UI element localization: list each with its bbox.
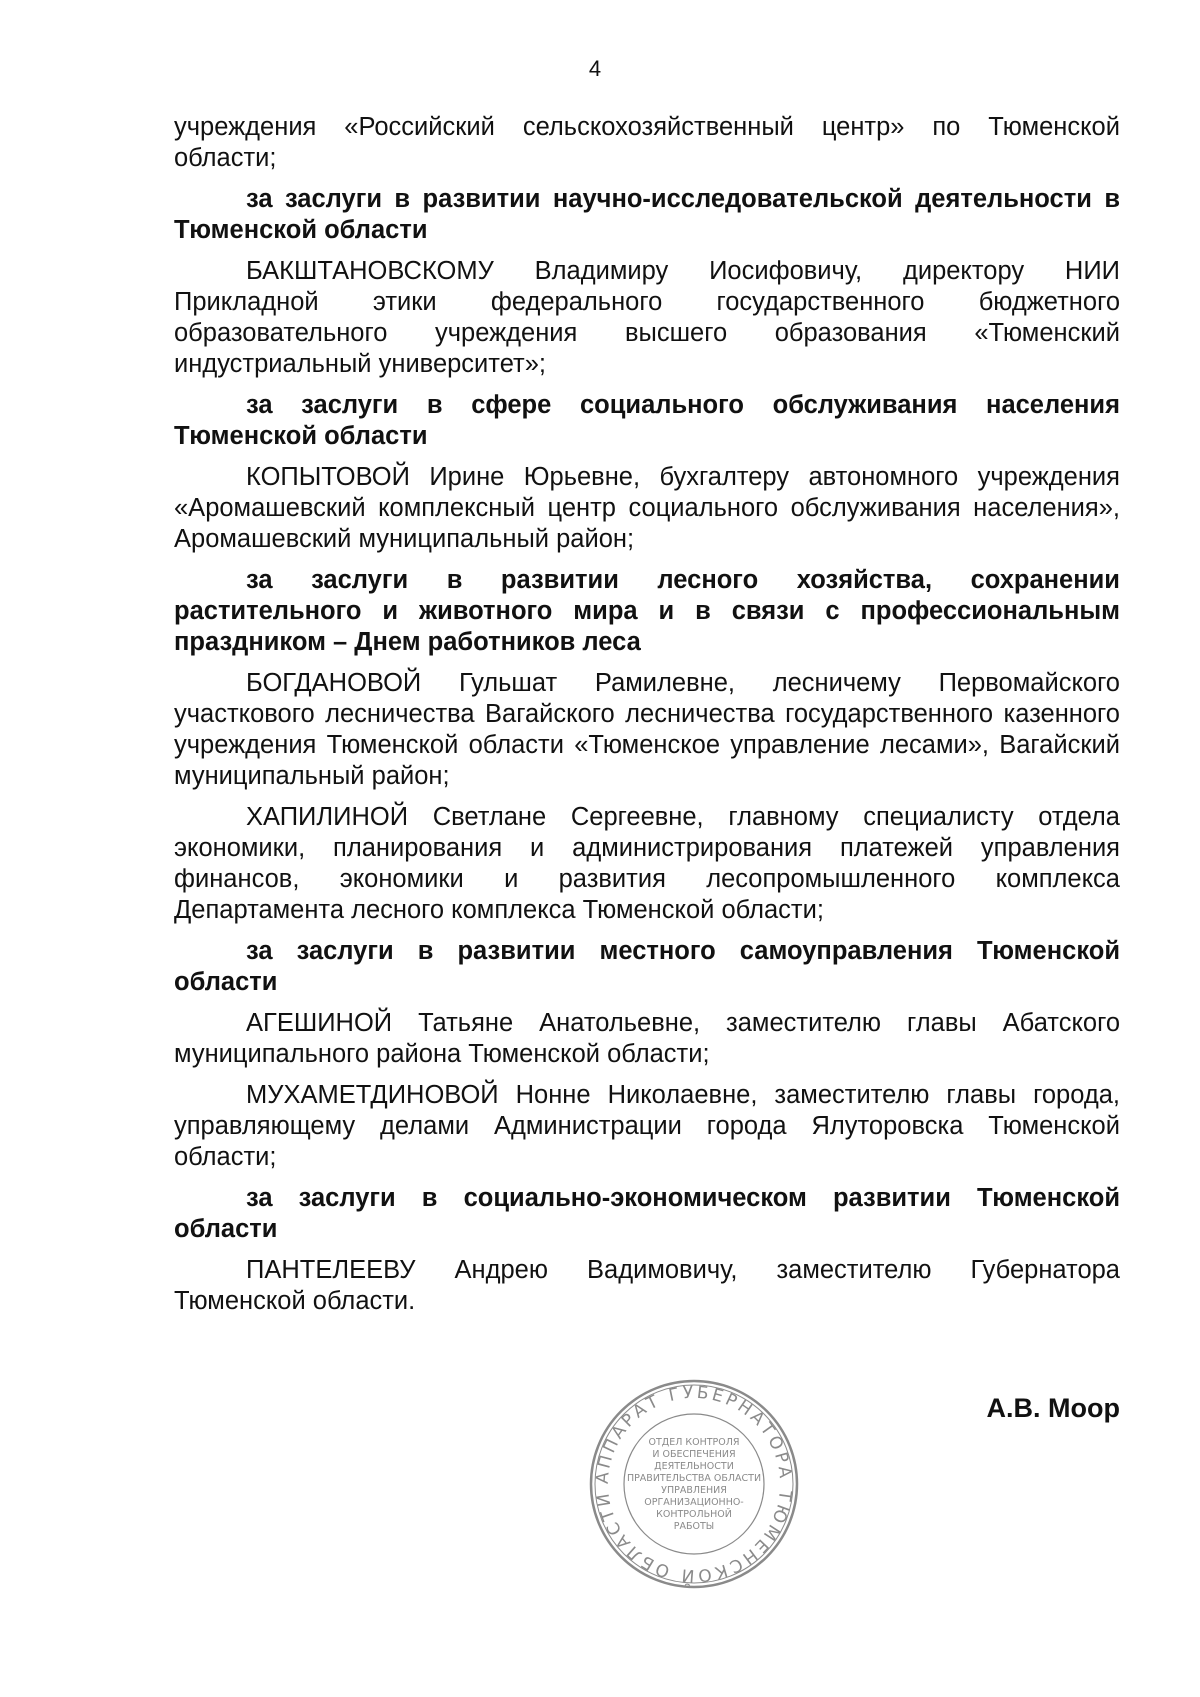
signature-name: А.В. Моор: [986, 1393, 1120, 1423]
document-body: [174, 112, 1120, 1327]
award-category-heading: за заслуги в развитии научно-исследовательской деятельности в Тюменской области: [174, 185, 1120, 244]
award-category-heading: за заслуги в развитии местного самоуправления Тюменской области: [174, 937, 1120, 996]
award-recipient: БОГДАНОВОЙ Гульшат Рамилевне, лесничему Первомайского участкового лесничества Вагайского лесничества государственного казенного учреждения Тюменской области «Тюменское управление лесами», Вагайский муниципальный район;: [174, 669, 1120, 790]
award-recipient: КОПЫТОВОЙ Ирине Юрьевне, бухгалтеру автономного учреждения «Аромашевский комплексный центр социального обслуживания населения», Аромашевский муниципальный район;: [174, 463, 1120, 553]
seal-inner-line: УПРАВЛЕНИЯ: [661, 1485, 727, 1496]
award-recipient: АГЕШИНОЙ Татьяне Анатольевне, заместителю главы Абатского муниципального района Тюменской области;: [174, 1009, 1120, 1068]
award-category-heading: за заслуги в развитии лесного хозяйства, сохранении растительного и животного мира и в связи с профессиональным праздником – Днем работников леса: [174, 566, 1120, 656]
paragraph-0: учреждения «Российский сельскохозяйственный центр» по Тюменской области;: [174, 113, 1120, 172]
seal-inner-line: ОРГАНИЗАЦИОННО-: [644, 1497, 744, 1508]
seal-inner-line: ДЕЯТЕЛЬНОСТИ: [654, 1461, 734, 1472]
award-category-heading: за заслуги в сфере социального обслуживания населения Тюменской области: [174, 391, 1120, 450]
seal-inner-line: И ОБЕСПЕЧЕНИЯ: [652, 1449, 736, 1460]
award-recipient: МУХАМЕТДИНОВОЙ Нонне Николаевне, заместителю главы города, управляющему делами Администрации города Ялуторовска Тюменской области;: [174, 1081, 1120, 1171]
seal-inner-line: КОНТРОЛЬНОЙ: [656, 1509, 732, 1520]
seal-outer-text: АППАРАТ ГУБЕРНАТОРА ТЮМЕНСКОЙ ОБЛАСТИ: [592, 1382, 796, 1586]
seal-inner-line: РАБОТЫ: [673, 1521, 715, 1532]
official-seal: [588, 1378, 800, 1590]
award-recipient: БАКШТАНОВСКОМУ Владимиру Иосифовичу, директору НИИ Прикладной этики федерального государственного бюджетного образовательного учреждения высшего образования «Тюменский индустриальный университет»;: [174, 257, 1120, 378]
award-recipient: ХАПИЛИНОЙ Светлане Сергеевне, главному специалисту отдела экономики, планирования и администрирования платежей управления финансов, экономики и развития лесопромышленного комплекса Департамента лесного комплекса Тюменской области;: [174, 803, 1120, 924]
seal-inner-line: ОТДЕЛ КОНТРОЛЯ: [648, 1437, 740, 1448]
seal-inner-line: ПРАВИТЕЛЬСТВА ОБЛАСТИ: [626, 1473, 762, 1484]
page-number: 4: [588, 56, 602, 81]
award-category-heading: за заслуги в социально-экономическом развитии Тюменской области: [174, 1184, 1120, 1243]
award-recipient: ПАНТЕЛЕЕВУ Андрею Вадимовичу, заместителю Губернатора Тюменской области.: [174, 1256, 1120, 1315]
